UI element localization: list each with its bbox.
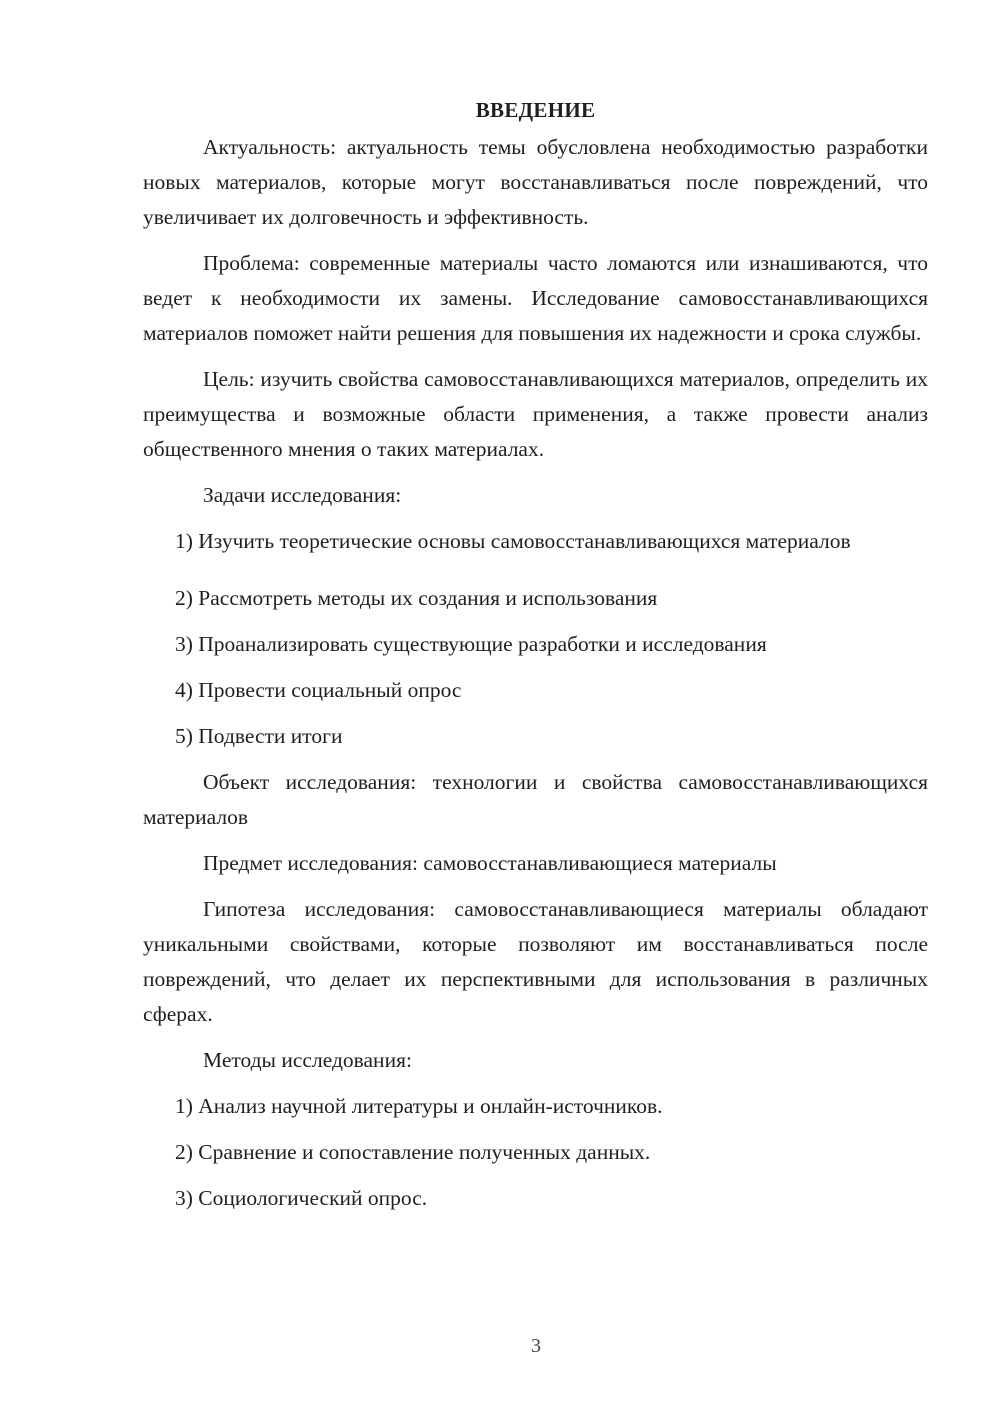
hypothesis-paragraph: Гипотеза исследования: самовосстанавливающиеся материалы обладают уникальными свойствами, которые позволяют им восстанавливаться после повреждений, что делает их перспективными для использования в различных сферах. bbox=[143, 896, 928, 1026]
subject-paragraph: Предмет исследования: самовосстанавливающиеся материалы bbox=[203, 850, 777, 875]
object-paragraph: Объект исследования: технологии и свойства самовосстанавливающихся материалов bbox=[143, 769, 928, 829]
relevance-paragraph: Актуальность: актуальность темы обусловлена необходимостью разработки новых материалов, которые могут восстанавливаться после повреждений, что увеличивает их долговечность и эффективность. bbox=[143, 135, 928, 229]
method-item: 3) Социологический опрос. bbox=[175, 1185, 428, 1210]
task-item: 2) Рассмотреть методы их создания и использования bbox=[175, 585, 658, 610]
task-item: 4) Провести социальный опрос bbox=[175, 677, 462, 702]
methods-heading: Методы исследования: bbox=[203, 1047, 412, 1072]
task-item: 5) Подвести итоги bbox=[175, 723, 343, 748]
method-item: 2) Сравнение и сопоставление полученных данных. bbox=[175, 1139, 651, 1164]
task-item: 3) Проанализировать существующие разработки и исследования bbox=[175, 631, 767, 656]
tasks-heading: Задачи исследования: bbox=[203, 483, 402, 507]
page-title: ВВЕДЕНИЕ bbox=[475, 98, 596, 122]
problem-paragraph: Проблема: современные материалы часто ломаются или изнашиваются, что ведет к необходимости их замены. Исследование самовосстанавливающихся материалов поможет найти решения для повышения их надежности и срока службы. bbox=[143, 251, 928, 345]
task-item: 1) Изучить теоретические основы самовосстанавливающихся материалов bbox=[175, 529, 851, 553]
method-item: 1) Анализ научной литературы и онлайн-источников. bbox=[175, 1093, 663, 1118]
page-content bbox=[143, 93, 928, 1216]
page-number: 3 bbox=[531, 1335, 541, 1357]
goal-paragraph: Цель: изучить свойства самовосстанавливающихся материалов, определить их преимущества и возможные области применения, а также провести анализ общественного мнения о таких материалах. bbox=[143, 367, 928, 461]
